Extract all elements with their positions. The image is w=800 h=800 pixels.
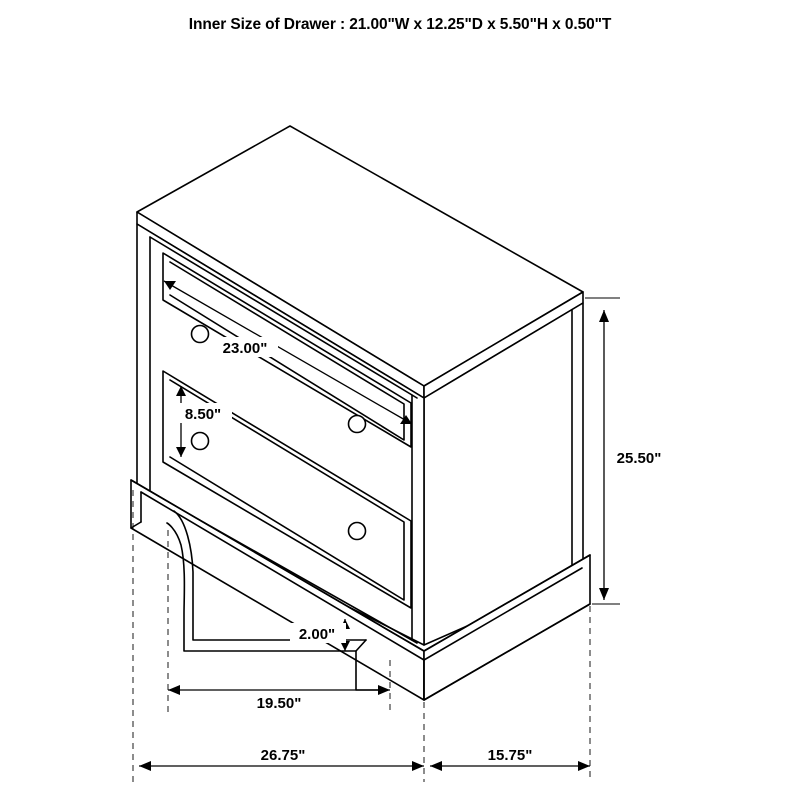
dimension-label-drawer-top-width: 23.00"	[222, 340, 268, 357]
dimension-label-leg-clearance: 2.00"	[298, 626, 336, 643]
dimension-label-base-inner-width: 19.50"	[256, 695, 302, 712]
dimension-label-drawer-front-height: 8.50"	[184, 406, 222, 423]
dimension-label-overall-width: 26.75"	[260, 747, 306, 764]
page-title: Inner Size of Drawer : 21.00"W x 12.25"D x 5.50"H x 0.50"T	[188, 16, 612, 33]
dimension-label-overall-depth: 15.75"	[487, 747, 533, 764]
dimension-label-overall-height: 25.50"	[616, 450, 662, 467]
